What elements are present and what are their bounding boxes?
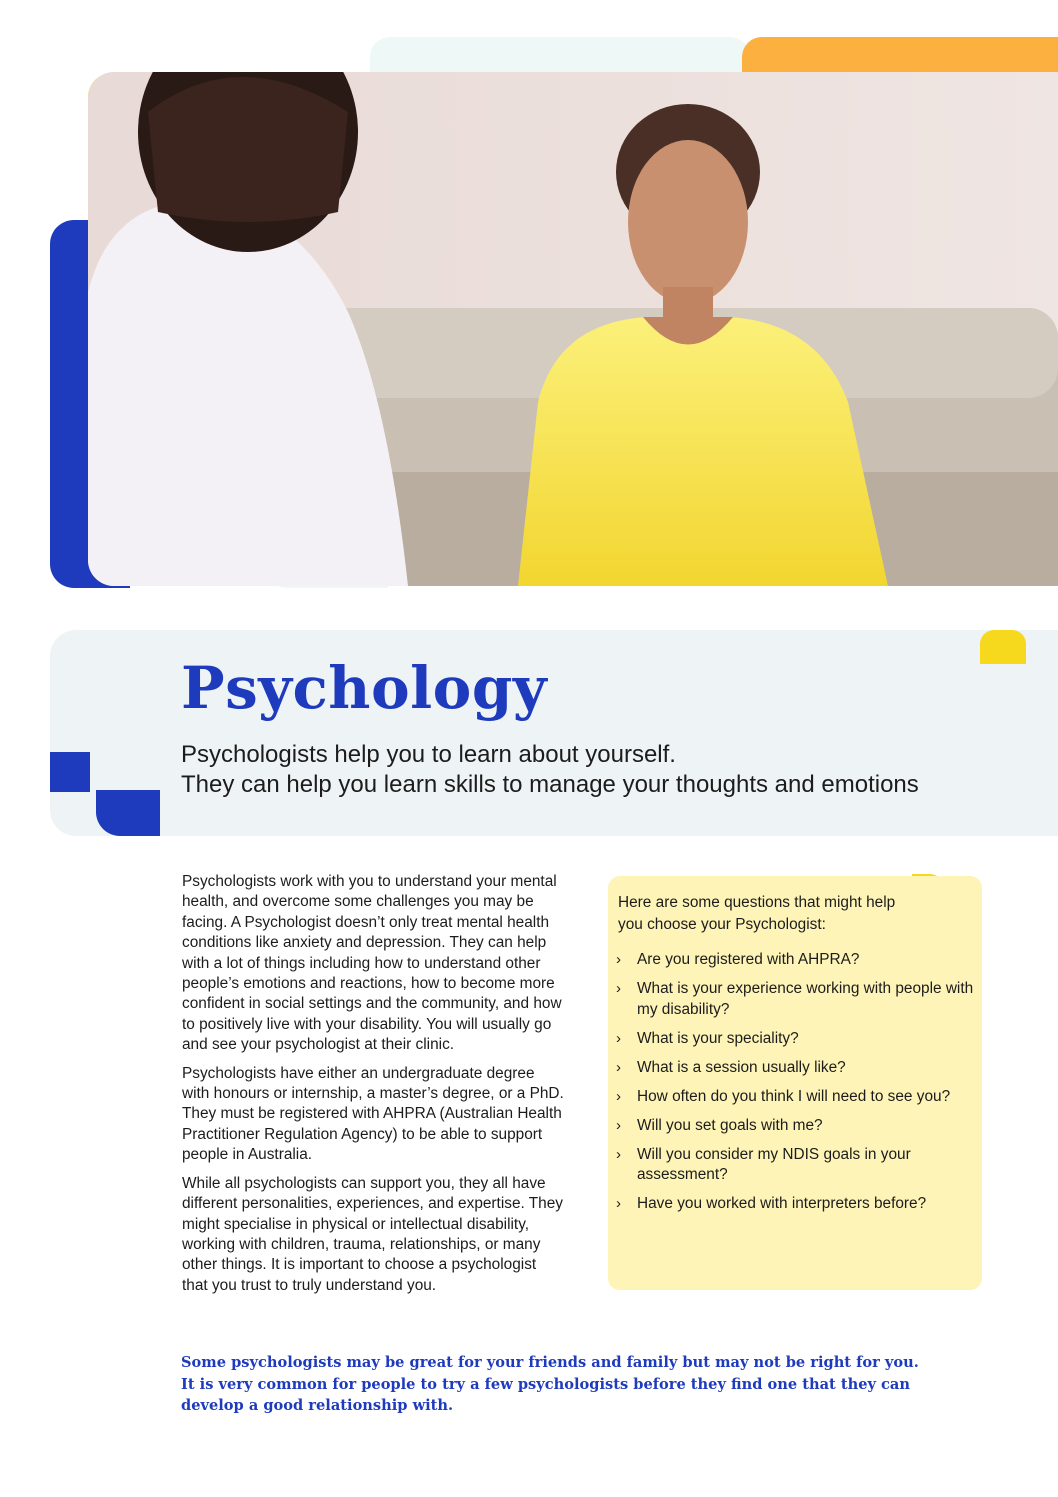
question-text: What is a session usually like? bbox=[637, 1058, 846, 1076]
question-text: Have you worked with interpreters before? bbox=[637, 1195, 927, 1213]
questions-intro: Here are some questions that might help you choose your Psychologist: bbox=[618, 894, 896, 933]
list-item bbox=[614, 1194, 974, 1215]
callout-line: Some psychologists may be great for your friends and family but may not be right for you. bbox=[181, 1354, 919, 1371]
callout-line: It is very common for people to try a few psychologists before they find one that they can bbox=[181, 1375, 910, 1393]
question-text: How often do you think I will need to see you? bbox=[637, 1087, 951, 1105]
list-item bbox=[614, 979, 974, 1020]
subtitle-line: They can help you learn skills to manage your thoughts and emotions bbox=[181, 771, 919, 798]
body-paragraph: Psychologists have either an undergraduate degree with honours or internship, a master’s degree, or a PhD. They must be registered with AHPRA (Australian Health Practitioner Regulation Agency) to be able to support people in Australia. bbox=[182, 1064, 564, 1164]
chevron-right-icon: › bbox=[616, 1058, 621, 1076]
deco-mint-top bbox=[370, 37, 750, 77]
chevron-right-icon: › bbox=[616, 1087, 621, 1105]
list-item bbox=[614, 1058, 974, 1079]
photo-psychologist-session-icon bbox=[88, 72, 1058, 586]
page-title: Psychology bbox=[181, 654, 548, 722]
hero-photo bbox=[88, 72, 1058, 586]
questions-list bbox=[614, 950, 974, 1223]
body-paragraph: While all psychologists can support you, they all have different personalities, experiences, and expertise. They might specialise in physical or intellectual disability, working with children, trauma, relationships, or many other things. It is important to choose a psychologist that you trust to truly understand you. bbox=[182, 1174, 564, 1294]
question-text: What is your experience working with people with my disability? bbox=[637, 979, 974, 1018]
list-item bbox=[614, 1116, 974, 1137]
body-paragraph: Psychologists work with you to understand your mental health, and overcome some challenges you may be facing. A Psychologist doesn’t only treat mental health conditions like anxiety and depression. They can help with a lot of things including how to understand other people’s emotions and reactions, how to become more confident in social settings and the community, and how to positively live with your disability. You will usually go and see your psychologist at their clinic. bbox=[182, 873, 562, 1054]
question-text: What is your speciality? bbox=[637, 1029, 799, 1047]
chevron-right-icon: › bbox=[616, 1195, 621, 1213]
chevron-right-icon: › bbox=[616, 1116, 621, 1134]
chevron-right-icon: › bbox=[616, 951, 621, 968]
callout-note bbox=[181, 1352, 981, 1417]
question-text: Will you set goals with me? bbox=[637, 1116, 823, 1134]
deco-blue-title bbox=[50, 752, 90, 792]
body-copy bbox=[182, 872, 564, 1304]
chevron-right-icon: › bbox=[616, 1145, 621, 1163]
subtitle-line: Psychologists help you to learn about yourself. bbox=[181, 741, 676, 768]
list-item bbox=[614, 950, 974, 971]
page-subtitle bbox=[181, 740, 919, 800]
chevron-right-icon: › bbox=[616, 1029, 621, 1047]
callout-line: develop a good relationship with. bbox=[181, 1397, 454, 1414]
deco-blue-title-2 bbox=[96, 790, 160, 836]
deco-yellow-title bbox=[980, 630, 1026, 664]
list-item bbox=[614, 1087, 974, 1108]
deco-orange-top bbox=[742, 37, 1058, 73]
list-item bbox=[614, 1029, 974, 1050]
list-item bbox=[614, 1145, 974, 1186]
question-text: Will you consider my NDIS goals in your assessment? bbox=[637, 1145, 911, 1184]
chevron-right-icon: › bbox=[616, 979, 621, 997]
question-text: Are you registered with AHPRA? bbox=[637, 951, 860, 968]
